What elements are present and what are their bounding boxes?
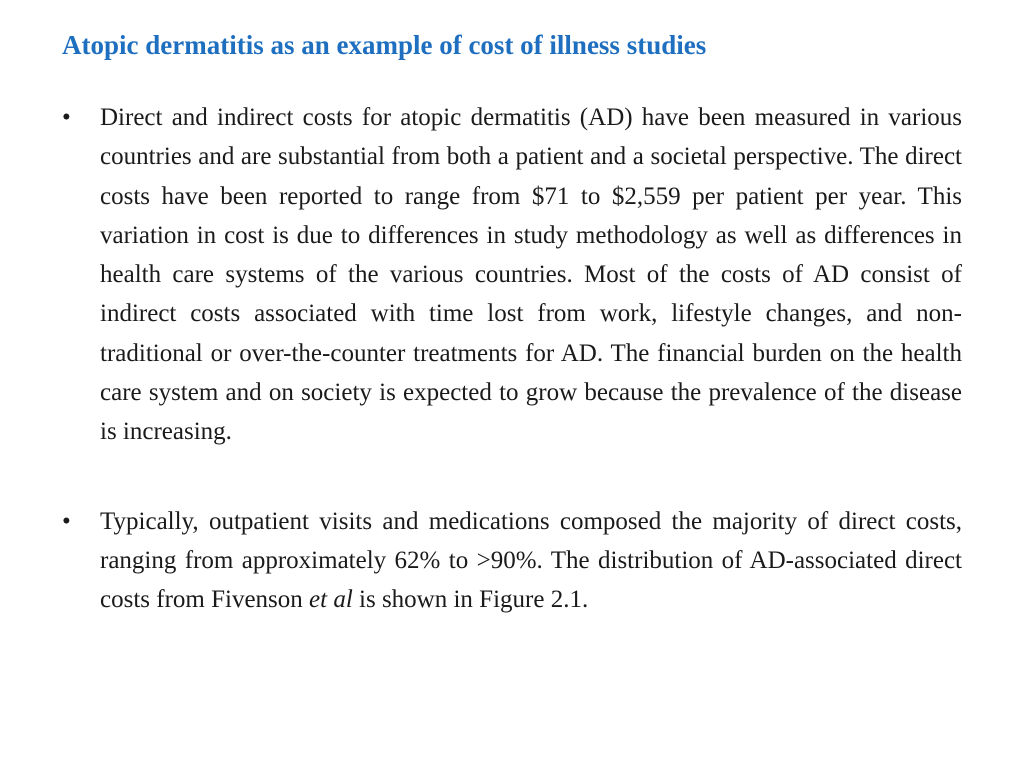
- bullet-item-direct-costs: [62, 502, 962, 620]
- bullet-text-part: Typically, outpatient visits and medications composed the majority of direct costs, ranging from approximately 62% to >90%. The distribution of AD-associated direct costs from Fivenson: [100, 507, 962, 614]
- bullet-list: [62, 98, 962, 620]
- slide-title: Atopic dermatitis as an example of cost of illness studies: [62, 30, 707, 60]
- bullet-text-part: is shown in Figure 2.1.: [352, 586, 589, 614]
- bullet-dot-icon: •: [62, 507, 71, 535]
- bullet-dot-icon: •: [62, 104, 71, 131]
- bullet-text-italic: et al: [309, 586, 353, 614]
- bullet-item-costs-overview: [62, 98, 962, 452]
- bullet-text: Direct and indirect costs for atopic dermatitis (AD) have been measured in various countries and are substantial from both a patient and a societal perspective. The direct costs have been reported to range from $71 to $2,559 per patient per year. This variation in cost is due to differences in study methodology as well as differences in health care systems of the various countries. Most of the costs of AD consist of indirect costs associated with time lost from work, lifestyle changes, and non-traditional or over-the-counter treatments for AD. The financial burden on the health care system and on society is expected to grow because the prevalence of the disease is increasing.: [100, 104, 962, 446]
